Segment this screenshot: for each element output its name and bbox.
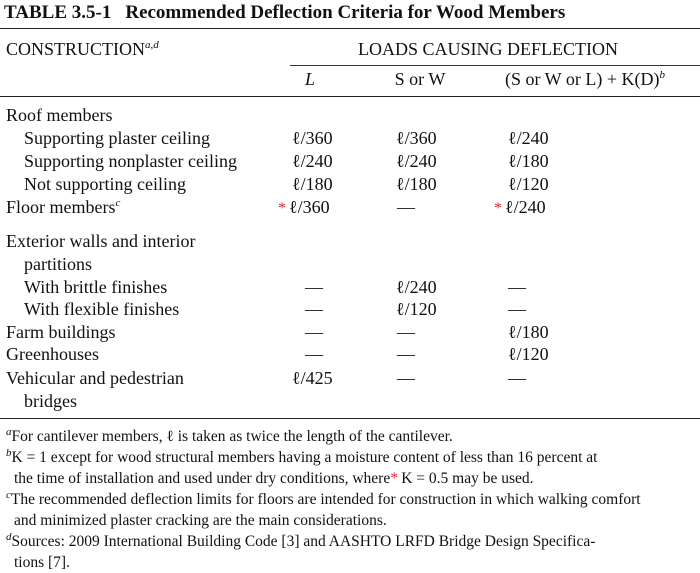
cell-flexible-l: — (305, 299, 323, 319)
row-vehicular-label: Vehicular and pedestrian (6, 368, 184, 388)
footnote-b-cont: the time of installation and used under dry conditions, where* K = 0.5 may be used. (14, 470, 534, 487)
cell-plaster-combo: ℓ/240 (508, 128, 549, 148)
cell-greenhouses-l: — (305, 344, 323, 364)
header-loads: LOADS CAUSING DEFLECTION (358, 39, 618, 59)
cell-vehicular-sw: — (397, 368, 415, 388)
cell-brittle-l: — (305, 277, 323, 297)
table-title (4, 2, 565, 24)
header-rule (0, 96, 700, 97)
cell-brittle-combo: — (508, 277, 526, 297)
col-header-l: L (304, 69, 315, 89)
cell-farm-sw: — (397, 322, 415, 342)
footnote-a: $^a$For cantilever members, ℓ is taken as twice the length of the cantilever. (6, 425, 453, 445)
col-header-combination: (S or W or $L) + K(D)^b$ (505, 69, 665, 89)
annotation-star: * (390, 470, 399, 487)
row-roof-members: Roof members (6, 105, 113, 125)
cell-flexible-sw: ℓ/120 (396, 299, 437, 319)
row-greenhouses-label: Greenhouses (6, 344, 99, 364)
cell-notceiling-sw: ℓ/180 (396, 174, 437, 194)
row-vehicular-label-cont: bridges (24, 391, 77, 411)
cell-floor-sw: — (397, 197, 415, 217)
cell-plaster-l: ℓ/360 (292, 128, 333, 148)
cell-nonplaster-combo: ℓ/180 (508, 151, 549, 171)
cell-farm-combo: ℓ/180 (508, 322, 549, 342)
annotation-star: * (494, 200, 502, 217)
header-construction: CONSTRUCTION$^{a,d}$ (6, 39, 159, 59)
row-notceiling-label: Not supporting ceiling (24, 174, 186, 194)
row-exterior-label-cont: partitions (24, 254, 92, 274)
row-nonplaster-label: Supporting nonplaster ceiling (24, 151, 237, 171)
footnote-b: $^b$K = 1 except for wood structural members having a moisture content of less than 16 percent at (6, 446, 598, 466)
cell-nonplaster-l: ℓ/240 (292, 151, 333, 171)
cell-vehicular-l: ℓ/425 (292, 368, 333, 388)
cell-notceiling-l: ℓ/180 (292, 174, 333, 194)
row-brittle-label: With brittle finishes (24, 277, 168, 297)
footnote-c: $^c$The recommended deflection limits for floors are intended for construction in which walking comfort (6, 488, 641, 508)
cell-floor-combo: * ℓ/240 (494, 197, 546, 217)
header-loads-rule (290, 65, 700, 66)
row-farm-label: Farm buildings (6, 322, 116, 342)
row-plaster-label: Supporting plaster ceiling (24, 128, 210, 148)
cell-nonplaster-sw: ℓ/240 (396, 151, 437, 171)
footnote-d-cont: tions [7]. (14, 554, 70, 571)
table-caption: Recommended Deflection Criteria for Wood Members (125, 2, 566, 23)
cell-plaster-sw: ℓ/360 (396, 128, 437, 148)
row-exterior-label: Exterior walls and interior (6, 231, 196, 251)
top-rule (0, 28, 700, 29)
cell-greenhouses-combo: ℓ/120 (508, 344, 549, 364)
cell-floor-l: * ℓ/360 (278, 197, 330, 217)
col-header-s-or-w: S or W (394, 69, 446, 89)
cell-flexible-combo: — (508, 299, 526, 319)
cell-farm-l: — (305, 322, 323, 342)
footnote-c-cont: and minimized plaster cracking are the main considerations. (14, 512, 387, 529)
annotation-star: * (278, 200, 286, 217)
cell-greenhouses-sw: — (397, 344, 415, 364)
row-flexible-label: With flexible finishes (24, 299, 180, 319)
footnote-d: $^d$Sources: 2009 International Building Code [3] and AASHTO LRFD Bridge Design Specifica- (6, 530, 596, 550)
cell-brittle-sw: ℓ/240 (396, 277, 437, 297)
table-number: TABLE 3.5-1 (4, 2, 112, 23)
row-floor-label: Floor members$^c$ (6, 197, 121, 217)
cell-vehicular-combo: — (508, 368, 526, 388)
cell-notceiling-combo: ℓ/120 (508, 174, 549, 194)
bottom-rule (0, 418, 700, 419)
